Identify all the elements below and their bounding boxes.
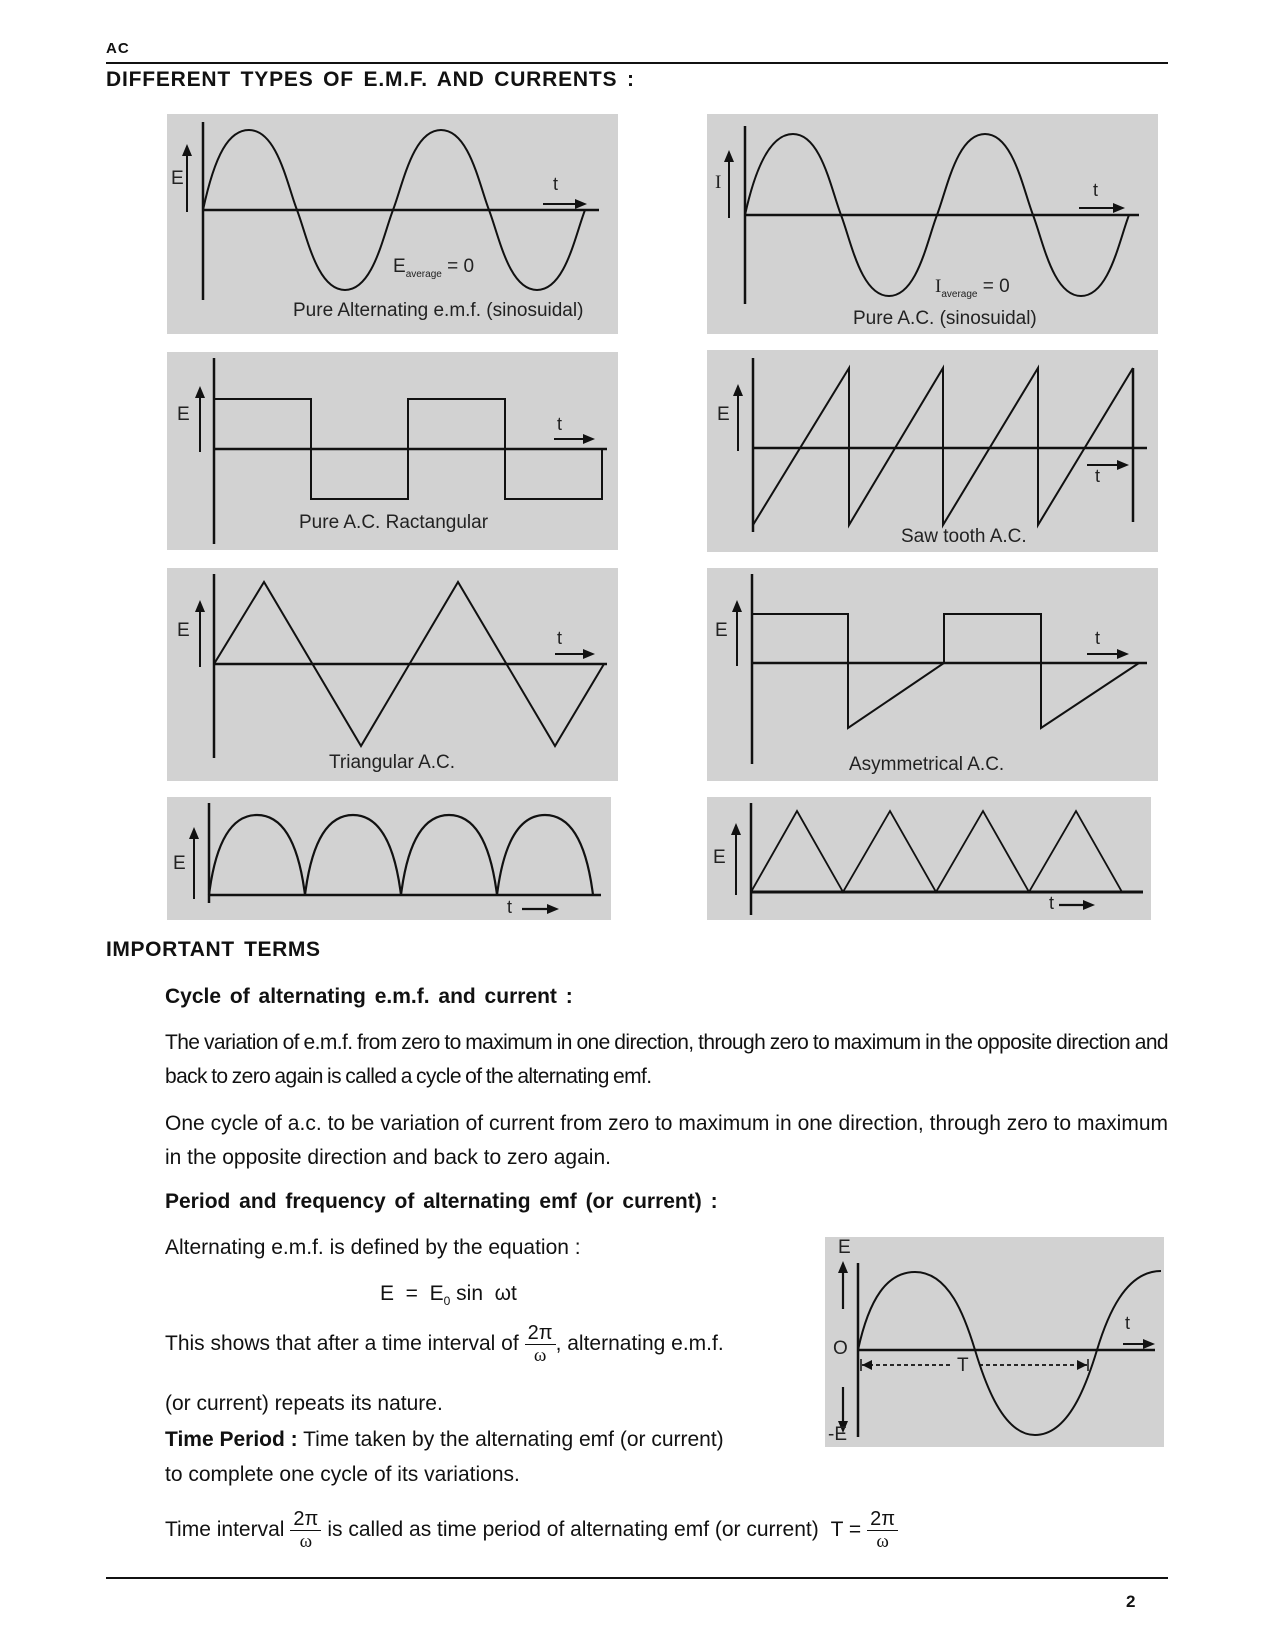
figure-caption: Triangular A.C. <box>329 752 456 773</box>
footer-rule <box>106 1577 1168 1579</box>
figure-triangular <box>167 568 618 781</box>
axis-label-e: E <box>177 404 190 425</box>
origin-label: O <box>833 1338 848 1359</box>
header-rule <box>106 62 1168 64</box>
emf-equation: $E = E_0$ sin ωt <box>380 1282 517 1309</box>
fraction-2pi-over-omega: $\frac{2\pi}{\omega}$ <box>525 1322 556 1367</box>
figure-sawtooth <box>707 350 1158 552</box>
axis-label-e: E <box>171 168 184 189</box>
triangular-wave-graph <box>167 568 618 781</box>
period-label: T <box>957 1355 969 1376</box>
figure-rectangular <box>167 352 618 550</box>
time-label: t <box>553 174 559 194</box>
period-sine-graph <box>825 1237 1164 1447</box>
axis-label-e: E <box>715 620 728 641</box>
figure-pure-ac-current <box>707 114 1158 334</box>
axis-label-e: E <box>177 620 190 641</box>
rectified-sine-graph <box>167 797 611 920</box>
cycle-paragraph-1: The variation of e.m.f. from zero to maximum in one direction, through zero to maximum in the opposite direction and back to zero again is called a cycle of the alternating emf. <box>165 1031 1168 1088</box>
time-label: t <box>1049 893 1055 913</box>
repeats-text: (or current) repeats its nature. <box>165 1392 443 1415</box>
page-number: 2 <box>1126 1592 1136 1611</box>
time-label: t <box>557 628 563 648</box>
figure-asymmetrical <box>707 568 1158 781</box>
figure-rectified-sine <box>167 797 611 920</box>
fraction-2pi-over-omega: $\frac{2\pi}{\omega}$ <box>290 1508 321 1553</box>
time-interval-statement: Time interval $\frac{2\pi}{\omega}$ is called as time period of alternating emf (or current) T = $\frac{2\pi}{\omega}$ <box>165 1508 904 1553</box>
average-annotation: $I_{average} = 0$ <box>935 276 1010 300</box>
section-title: DIFFERENT TYPES OF E.M.F. AND CURRENTS : <box>106 68 635 91</box>
time-period-definition: Time Period : Time taken by the alternating emf (or current) <box>165 1428 724 1451</box>
time-label: t <box>557 414 563 434</box>
axis-label-e: E <box>173 853 186 874</box>
time-label: t <box>507 897 513 917</box>
time-period-definition-cont: to complete one cycle of its variations. <box>165 1463 520 1486</box>
interval-statement: This shows that after a time interval of $\frac{2\pi}{\omega}$ , alternating e.m.f. <box>165 1322 724 1366</box>
important-terms-heading: IMPORTANT TERMS <box>106 938 321 961</box>
sawtooth-wave-graph <box>707 350 1158 552</box>
axis-label-e: E <box>838 1237 851 1258</box>
figure-caption: Pure A.C. Ractangular <box>299 512 489 533</box>
fraction-2pi-over-omega: $\frac{2\pi}{\omega}$ <box>867 1508 898 1553</box>
cycle-heading: Cycle of alternating e.m.f. and current : <box>165 985 573 1008</box>
time-label: t <box>1093 180 1099 200</box>
time-label: t <box>1095 628 1101 648</box>
axis-label-i: I <box>715 172 722 193</box>
figure-caption: Pure Alternating e.m.f. (sinosuidal) <box>293 300 584 321</box>
figure-period-diagram <box>825 1237 1164 1447</box>
time-label: t <box>1095 466 1101 486</box>
cycle-paragraph-2: One cycle of a.c. to be variation of current from zero to maximum in one direction, through zero to maximum in the opposite direction and back to zero again. <box>165 1112 1168 1169</box>
axis-label-neg-e: -E <box>828 1424 847 1445</box>
time-label: t <box>1125 1313 1131 1333</box>
period-heading: Period and frequency of alternating emf (or current) : <box>165 1190 718 1213</box>
figure-pure-ac-emf <box>167 114 618 334</box>
asymmetrical-wave-graph <box>707 568 1158 781</box>
period-intro: Alternating e.m.f. is defined by the equation : <box>165 1236 581 1259</box>
running-header: AC <box>106 40 130 57</box>
figure-unidirectional-triangular <box>707 797 1151 920</box>
figure-caption: Asymmetrical A.C. <box>849 754 1005 775</box>
axis-label-e: E <box>713 847 726 868</box>
axis-label-e: E <box>717 404 730 425</box>
sine-wave-graph <box>707 114 1158 334</box>
average-annotation: $E_{average} = 0$ <box>393 256 475 280</box>
unidirectional-triangle-graph <box>707 797 1151 920</box>
figure-caption: Saw tooth A.C. <box>901 526 1027 547</box>
figure-caption: Pure A.C. (sinosuidal) <box>853 308 1037 329</box>
